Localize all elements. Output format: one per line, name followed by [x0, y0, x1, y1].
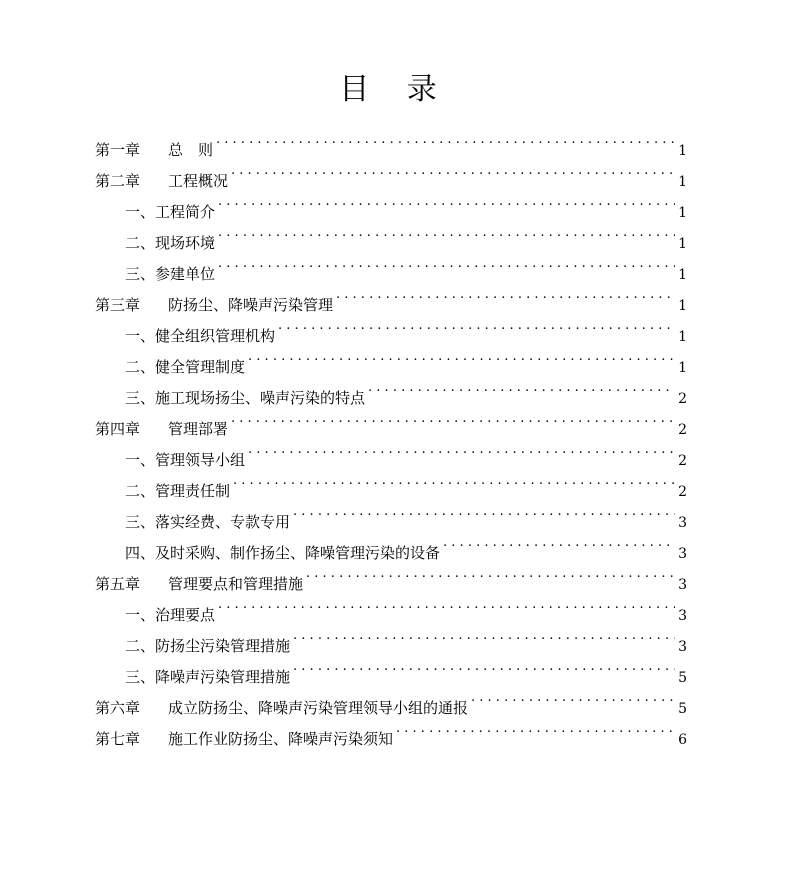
toc-entry-number: 第六章: [95, 699, 141, 717]
dot-leader: [293, 651, 675, 682]
toc-entry-title: 工程概况: [168, 172, 229, 190]
toc-entry-number: 三、: [125, 389, 156, 407]
toc-entry-title: 管理责任制: [155, 482, 231, 500]
dot-leader: [216, 124, 675, 155]
toc-page-number: 3: [678, 577, 687, 593]
toc-page-number: 2: [678, 422, 687, 438]
toc-page-number: 5: [678, 670, 687, 686]
toc-page-number: 3: [678, 546, 687, 562]
dot-leader: [248, 434, 675, 465]
toc-page-number: 1: [678, 174, 687, 190]
toc-entry-title: 总 则: [168, 141, 214, 159]
toc-entry-number: 第七章: [95, 730, 141, 748]
toc-entry-title: 及时采购、制作扬尘、降噪管理污染的设备: [155, 544, 441, 562]
dot-leader: [293, 620, 675, 651]
toc-entry-number: 第四章: [95, 420, 141, 438]
dot-leader: [471, 682, 675, 713]
toc-entry-title: 管理要点和管理措施: [168, 575, 304, 593]
table-of-contents: [95, 124, 687, 748]
toc-page-number: 3: [678, 639, 687, 655]
toc-page-number: 2: [678, 484, 687, 500]
toc-entry-title: 参建单位: [155, 265, 216, 283]
toc-page-number: 1: [678, 298, 687, 314]
dot-leader: [306, 558, 675, 589]
dot-leader: [278, 310, 675, 341]
dot-leader: [336, 279, 675, 310]
toc-entry-title: 工程简介: [155, 203, 216, 221]
toc-page-number: 6: [678, 732, 687, 748]
toc-page-number: 1: [678, 267, 687, 283]
toc-entry-number: 一、: [125, 451, 156, 469]
toc-entry-number: 第五章: [95, 575, 141, 593]
toc-entry-title: 治理要点: [155, 606, 216, 624]
toc-entry-number: 第二章: [95, 172, 141, 190]
toc-entry-number: 一、: [125, 606, 156, 624]
toc-entry-number: 二、: [125, 358, 156, 376]
dot-leader: [218, 217, 675, 248]
toc-page-number: 2: [678, 391, 687, 407]
toc-page-number: 1: [678, 236, 687, 252]
toc-entry-number: 二、: [125, 234, 156, 252]
dot-leader: [218, 589, 675, 620]
toc-entry-title: 施工作业防扬尘、降噪声污染须知: [168, 730, 394, 748]
dot-leader: [231, 155, 675, 186]
toc-entry-number: 三、: [125, 513, 156, 531]
toc-entry-title: 施工现场扬尘、噪声污染的特点: [155, 389, 366, 407]
toc-entry-number: 二、: [125, 482, 156, 500]
toc-page-number: 1: [678, 143, 687, 159]
page-title: 目 录: [339, 72, 451, 107]
dot-leader: [248, 341, 675, 372]
toc-entry-title: 现场环境: [155, 234, 216, 252]
toc-entry-title: 健全管理制度: [155, 358, 246, 376]
dot-leader: [218, 186, 675, 217]
toc-entry-number: 一、: [125, 327, 156, 345]
toc-entry-number: 三、: [125, 265, 156, 283]
toc-entry-number: 四、: [125, 544, 156, 562]
toc-page-number: 1: [678, 329, 687, 345]
toc-entry-title: 成立防扬尘、降噪声污染管理领导小组的通报: [168, 699, 469, 717]
toc-page-number: 1: [678, 360, 687, 376]
toc-page-number: 2: [678, 453, 687, 469]
toc-entry-number: 一、: [125, 203, 156, 221]
toc-entry-number: 第一章: [95, 141, 141, 159]
toc-page-number: 1: [678, 205, 687, 221]
toc-entry-number: 二、: [125, 637, 156, 655]
toc-entry-title: 健全组织管理机构: [155, 327, 276, 345]
toc-entry-title: 防扬尘、降噪声污染管理: [168, 296, 334, 314]
dot-leader: [396, 713, 675, 744]
toc-entry-title: 降噪声污染管理措施: [155, 668, 291, 686]
toc-entry-number: 第三章: [95, 296, 141, 314]
toc-entry-title: 落实经费、专款专用: [155, 513, 291, 531]
dot-leader: [293, 496, 675, 527]
toc-chapter-entry[interactable]: [95, 124, 687, 159]
dot-leader: [218, 248, 675, 279]
toc-page-number: 3: [678, 515, 687, 531]
toc-page-number: 5: [678, 701, 687, 717]
toc-entry-title: 防扬尘污染管理措施: [155, 637, 291, 655]
toc-page-number: 3: [678, 608, 687, 624]
dot-leader: [443, 527, 675, 558]
dot-leader: [368, 372, 675, 403]
dot-leader: [233, 465, 675, 496]
toc-entry-title: 管理部署: [168, 420, 229, 438]
toc-entry-title: 管理领导小组: [155, 451, 246, 469]
dot-leader: [231, 403, 675, 434]
toc-entry-number: 三、: [125, 668, 156, 686]
